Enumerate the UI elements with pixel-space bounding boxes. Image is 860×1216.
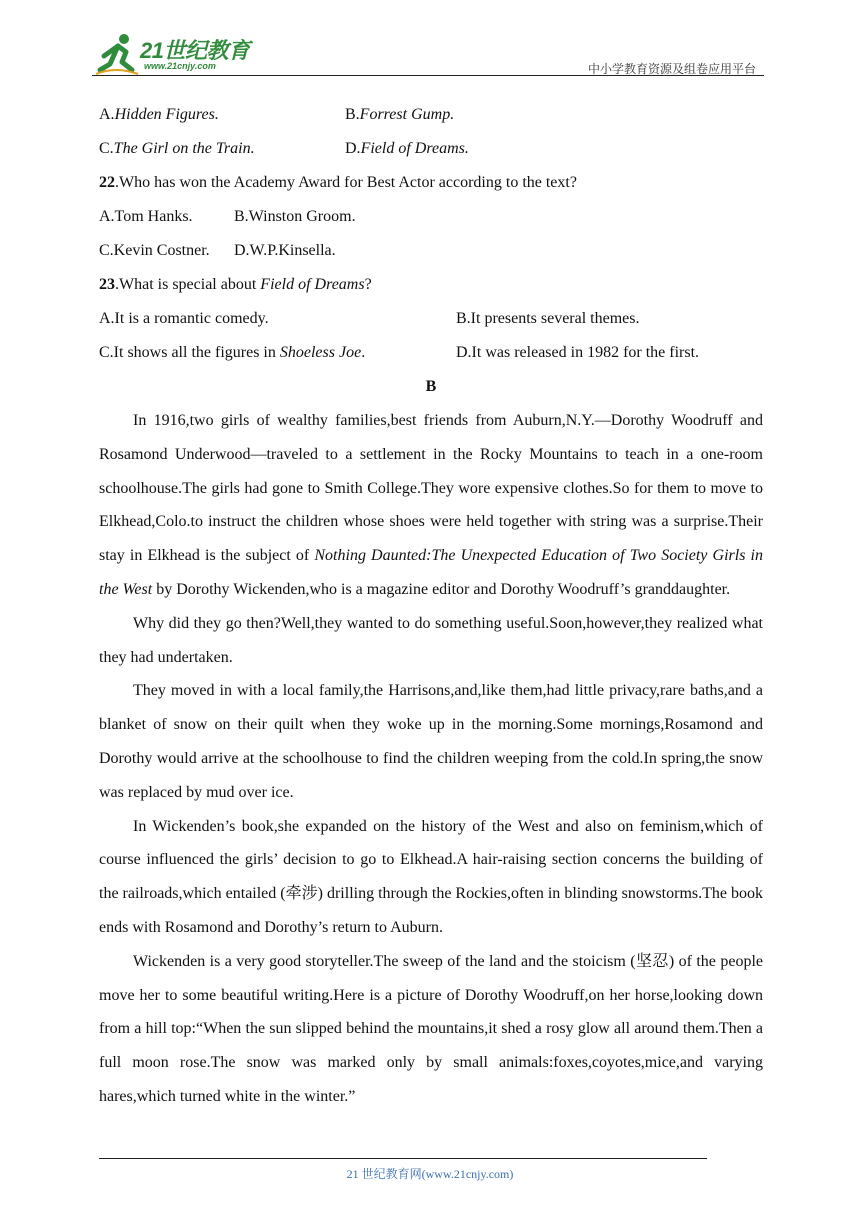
logo-text: 21世纪教育 <box>140 38 250 63</box>
q21-option-a: A.Hidden Figures. <box>99 106 219 123</box>
q21-option-b: B.Forrest Gump. <box>345 106 455 123</box>
q23-option-c: C.It shows all the figures in Shoeless Joe. <box>99 344 366 361</box>
q23-option-d: D.It was released in 1982 for the first. <box>456 344 700 361</box>
q23-option-a: A.It is a romantic comedy. <box>99 310 269 327</box>
runner-logo-icon <box>92 30 140 78</box>
q21-options-row-1 <box>99 98 763 132</box>
passage-paragraph-3: They moved in with a local family,the Harrisons,and,like them,had little privacy,rare baths,and a blanket of snow on their quilt when they woke up in the morning.Some mornings,Rosamond and Dorothy would arrive at the schoolhouse to find the children weeping from the cold.In spring,the snow was replaced by mud over ice. <box>99 682 763 801</box>
section-heading-b: B <box>425 378 437 395</box>
page-header <box>92 30 764 78</box>
q21-options-row-2 <box>99 132 763 166</box>
passage-paragraph-2: Why did they go then?Well,they wanted to do something useful.Soon,however,they realized what they had undertaken. <box>99 614 763 666</box>
passage-paragraph-4: In Wickenden’s book,she expanded on the history of the West and also on feminism,which of course influenced the girls’ decision to go to Elkhead.A hair-raising section concerns the building of the railroads,which entailed (牵涉) drilling through the Rockies,often in blinding snowstorms.The book ends with Rosamond and Dorothy’s return to Auburn. <box>99 817 763 936</box>
q22-option-c: C.Kevin Costner. <box>99 242 210 259</box>
q23-options-row-1 <box>99 302 763 336</box>
q22-options-row-1 <box>99 200 763 234</box>
q21-option-c: C.The Girl on the Train. <box>99 140 255 157</box>
page-footer[interactable]: 21 世纪教育网(www.21cnjy.com) <box>346 1167 514 1181</box>
q22-option-d: D.W.P.Kinsella. <box>234 242 336 259</box>
q23-option-b: B.It presents several themes. <box>456 310 640 327</box>
passage-paragraph-5: Wickenden is a very good storyteller.The sweep of the land and the stoicism (坚忍) of the people move her to some beautiful writing.Here is a picture of Dorothy Woodruff,on her horse,looking down from a hill top:“When the sun slipped behind the mountains,it shed a rosy glow all around them.Then a full moon rose.The snow was marked only by small animals:foxes,coyotes,mice,and varying hares,which turned white in the winter.” <box>99 952 763 1105</box>
q22-stem: 22.Who has won the Academy Award for Best Actor according to the text? <box>99 174 577 191</box>
q22-number: 22 <box>99 174 115 191</box>
header-tagline: 中小学教育资源及组卷应用平台 <box>587 62 756 76</box>
footer-divider <box>99 1158 707 1159</box>
header-divider <box>92 75 764 76</box>
q23-number: 23 <box>99 276 115 293</box>
q23-options-row-2 <box>99 336 763 370</box>
passage-paragraph-1: In 1916,two girls of wealthy families,best friends from Auburn,N.Y.—Dorothy Woodruff and Rosamond Underwood—traveled to a settlement in the Rocky Mountains to teach in a one-room schoolhouse.The girls had gone to Smith College.They wore expensive clothes.So for them to move to Elkhead,Colo.to instruct the children whose shoes were held together with string was a surprise.Their stay in Elkhead is the subject of Nothing Daunted:The Unexpected Education of Two Society Girls in the West by Dorothy Wickenden,who is a magazine editor and Dorothy Woodruff’s granddaughter. <box>99 412 763 598</box>
q22-options-row-2 <box>99 234 763 268</box>
q21-option-d: D.Field of Dreams. <box>345 140 469 157</box>
q22-option-a: A.Tom Hanks. <box>99 208 193 225</box>
document-body <box>99 98 763 1114</box>
q22-option-b: B.Winston Groom. <box>234 208 356 225</box>
q23-stem: 23.What is special about Field of Dreams? <box>99 276 372 293</box>
logo-url: www.21cnjy.com <box>144 61 216 71</box>
site-logo[interactable] <box>92 30 262 78</box>
